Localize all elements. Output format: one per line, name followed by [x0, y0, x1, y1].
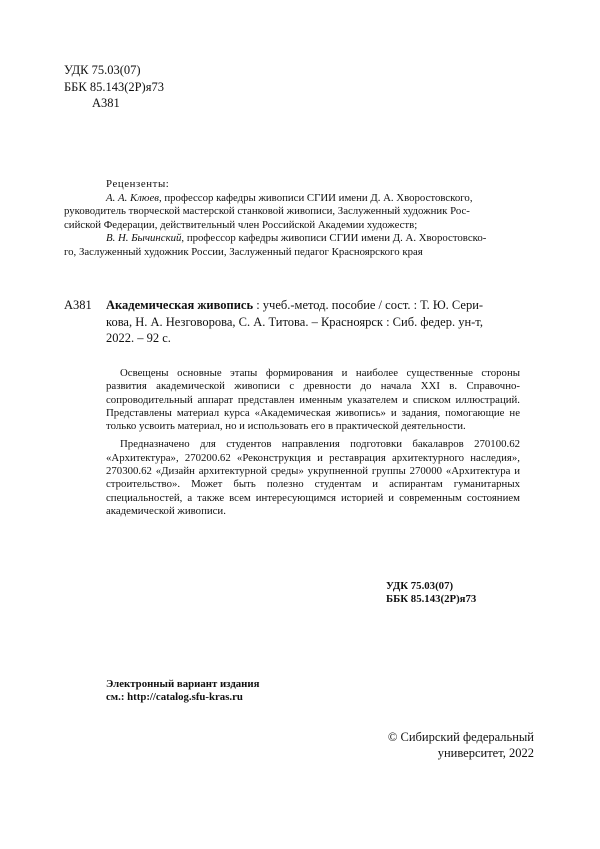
copyright-notice [376, 730, 534, 761]
copyright-line-1: © Сибирский федеральный [387, 730, 534, 744]
copyright-line-2: университет, 2022 [437, 745, 534, 760]
biblio-text: Академическая живопись : учеб.-метод. пособие / сост. : Т. Ю. Сери- кова, Н. А. Незговорова, С. А. Титова. – Красноярск : Сиб. федер. ун-т, 2022. – 92 с. [106, 298, 484, 345]
annotation [106, 367, 520, 518]
bibliographic-record [64, 297, 534, 347]
electronic-version-label: Электронный вариант издания [106, 678, 260, 690]
footer-udk-code: УДК 75.03(07) [386, 580, 454, 592]
bbk-code: ББК 85.143(2Р)я73 [64, 79, 164, 94]
biblio-code: А381 [64, 298, 92, 312]
reviewers-block [64, 178, 520, 260]
reviewer-1-line-3: сийской Федерации, действительный член Российской Академии художеств; [64, 218, 418, 231]
annotation-paragraph-2: Предназначено для студентов направления подготовки бакалавров 270100.62 «Архитектура», 270200.62 «Реконструкция и реставрация архитектурного наследия», 270300.62 «Дизайн архитектурной среды» укрупненной группы 270000 «Архитектура и строительство». Может быть полезно студентам и аспирантам гуманитарных специальностей, а также всем интересующимся историей и современным состоянием академической живописи. [106, 438, 520, 517]
reviewer-2-line-1: В. Н. Бычинский, профессор кафедры живописи СГИИ имени Д. А. Хворостовско- [106, 232, 487, 245]
udk-code: УДК 75.03(07) [64, 63, 141, 77]
electronic-version-note [106, 678, 259, 705]
annotation-paragraph-1: Освещены основные этапы формирования и наиболее существенные стороны развития академической живописи с древности до начала XXI в. Справочно-сопроводительный аппарат представлен именным указателем и списком иллюстраций. Представлены материал курса «Академическая живопись» и задания, помогающие не только усвоить материал, но и использовать его в практической деятельности. [106, 367, 520, 433]
footer-classification-codes [386, 580, 476, 607]
reviewers-heading: Рецензенты: [106, 178, 170, 190]
footer-bbk-code: ББК 85.143(2Р)я73 [386, 593, 477, 606]
reviewer-1-name: А. А. Клюев [106, 191, 159, 204]
reviewer-1-line-1: А. А. Клюев, профессор кафедры живописи СГИИ имени Д. А. Хворостовского, [106, 191, 473, 204]
author-mark: А381 [92, 96, 120, 110]
reviewer-2-line-2: го, Заслуженный художник России, Заслуженный педагог Красноярского края [64, 245, 423, 258]
reviewer-1-line-2: руководитель творческой мастерской станковой живописи, Заслуженный художник Рос- [64, 205, 470, 218]
book-title: Академическая живопись [106, 298, 254, 312]
reviewer-2-name: В. Н. Бычинский [106, 232, 182, 245]
catalog-link[interactable]: см.: http://catalog.sfu-kras.ru [106, 691, 243, 704]
classification-codes [64, 62, 164, 112]
